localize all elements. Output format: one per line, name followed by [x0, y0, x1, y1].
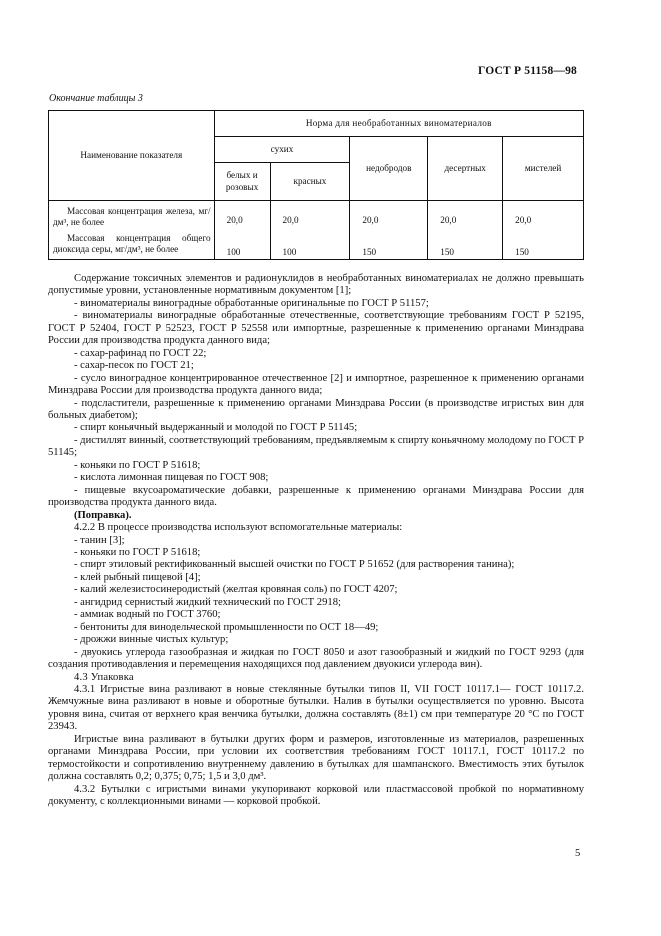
value-cell: 150: [350, 228, 428, 259]
list-item: - сахар-рафинад по ГОСТ 22;: [74, 347, 207, 359]
header-dry: сухих: [214, 137, 350, 163]
header-mistel: мистелей: [503, 137, 584, 201]
list-item: - бентониты для винодельческой промышленности по ОСТ 18—49;: [74, 621, 379, 633]
list-item: - танин [3];: [74, 534, 125, 546]
section-4-3-2: 4.3.2 Бутылки с игристыми винами укупоривают корковой или пластмассовой пробкой по нормативному документу, с коллекционными винами — корковой пробкой.: [48, 783, 584, 808]
list-item: - подсластители, разрешенные к применению органами Минздрава России (в производстве игристых вин для больных диабетом);: [48, 397, 584, 421]
section-4-2-2: 4.2.2 В процессе производства используют вспомогательные материалы:: [74, 522, 403, 534]
header-dessert: десертных: [428, 137, 503, 201]
paragraph: Содержание токсичных элементов и радионуклидов в необработанных виноматериалах не должно превышать допустимые уровни, установленные нормативным документом [1];: [48, 273, 584, 297]
value-cell: 20,0: [270, 201, 350, 229]
value-cell: 100: [214, 228, 270, 259]
list-item: - коньяки по ГОСТ Р 51618;: [74, 459, 201, 471]
paragraph: Игристые вина разливают в бутылки других форм и размеров, изготовленные из материалов, разрешенных органами Минздрава России, при условии их соответствия требованиям ГОСТ 10117.1, ГОСТ 10117.2 по термостойкости и сопротивлению внутреннему давлению в бутылках для шампанского. Вместимость этих бутылок должна составлять 0,2; 0,375; 0,75; 1,5 и 3,0 дм³.: [48, 733, 584, 783]
list-item: - коньяки по ГОСТ Р 51618;: [74, 546, 201, 558]
table-row: [49, 201, 584, 229]
value-cell: 150: [428, 228, 503, 259]
header-white-rose: белых и розовых: [214, 163, 270, 201]
row-name-sulfur: Массовая концентрация общего диоксида серы, мг/дм³, не более: [49, 228, 215, 259]
value-cell: 20,0: [350, 201, 428, 229]
list-item: - калий железистосинеродистый (желтая кровяная соль) по ГОСТ 4207;: [74, 584, 398, 596]
list-item: - ангидрид сернистый жидкий технический по ГОСТ 2918;: [74, 596, 341, 608]
list-item: - аммиак водный по ГОСТ 3760;: [74, 609, 221, 621]
list-item: - дистиллят винный, соответствующий требованиям, предъявляемым к спирту коньячному молодому по ГОСТ Р 51145;: [48, 434, 585, 459]
page-number: 5: [575, 848, 581, 859]
amendment-note: (Поправка).: [74, 509, 132, 521]
list-item: - пищевые вкусоароматические добавки, разрешенные к применению органами Минздрава России для производства продукта данного вида.: [48, 484, 584, 509]
header-indicator-name: Наименование показателя: [49, 111, 215, 201]
list-item: - спирт коньячный выдержанный и молодой по ГОСТ Р 51145;: [74, 422, 358, 434]
norms-table: [48, 110, 584, 260]
header-nedobrodov: недобродов: [350, 137, 428, 201]
value-cell: 20,0: [214, 201, 270, 229]
section-4-3-heading: 4.3 Упаковка: [74, 671, 134, 683]
list-item: - виноматериалы виноградные обработанные отечественные, соответствующие требованиям ГОСТ Р 52195, ГОСТ Р 52404, ГОСТ Р 52523, ГОСТ Р 52558 или импортные, разрешенные к применению органами Минздрава России для производства продукта данного вида;: [48, 310, 584, 347]
list-item: - клей рыбный пищевой [4];: [74, 571, 201, 583]
value-cell: 150: [503, 228, 584, 259]
list-item: - двуокись углерода газообразная и жидкая по ГОСТ 8050 и азот газообразный и жидкий по ГОСТ 9293 (для создания противодавления и перемещения находящихся под давлением двуокиси углерода вин).: [48, 646, 584, 671]
body-text: [48, 273, 584, 808]
list-item: - сахар-песок по ГОСТ 21;: [74, 360, 194, 372]
list-item: - сусло виноградное концентрированное отечественное [2] и импортное, разрешенное к применению органами Минздрава России для производства продукта данного вида;: [48, 372, 584, 397]
header-norm: Норма для необработанных виноматериалов: [214, 111, 583, 137]
list-item: - виноматериалы виноградные обработанные оригинальные по ГОСТ Р 51157;: [74, 297, 429, 309]
section-4-3-1: 4.3.1 Игристые вина разливают в новые стеклянные бутылки типов II, VII ГОСТ 10117.1— ГОСТ 10117.2. Жемчужные вина разливают в новые и оборотные бутылки. Налив в бутылки осуществляется по уровню. Высота уровня вина, считая от верхнего края венчика бутылки, должна составлять (8±1) см при температуре 20 °С по ГОСТ 23943.: [48, 683, 584, 733]
value-cell: 20,0: [428, 201, 503, 229]
list-item: - спирт этиловый ректификованный высшей очистки по ГОСТ Р 51652 (для растворения танина);: [74, 559, 515, 571]
list-item: - кислота лимонная пищевая по ГОСТ 908;: [74, 472, 269, 484]
header-red: красных: [270, 163, 350, 201]
value-cell: 100: [270, 228, 350, 259]
list-item: - дрожжи винные чистых культур;: [74, 634, 229, 646]
value-cell: 20,0: [503, 201, 584, 229]
row-name-iron: Массовая концентрация железа, мг/дм³, не более: [49, 201, 215, 229]
table-row: [49, 228, 584, 259]
document-header: ГОСТ Р 51158—98: [478, 65, 577, 77]
table-caption: Окончание таблицы 3: [49, 93, 143, 104]
